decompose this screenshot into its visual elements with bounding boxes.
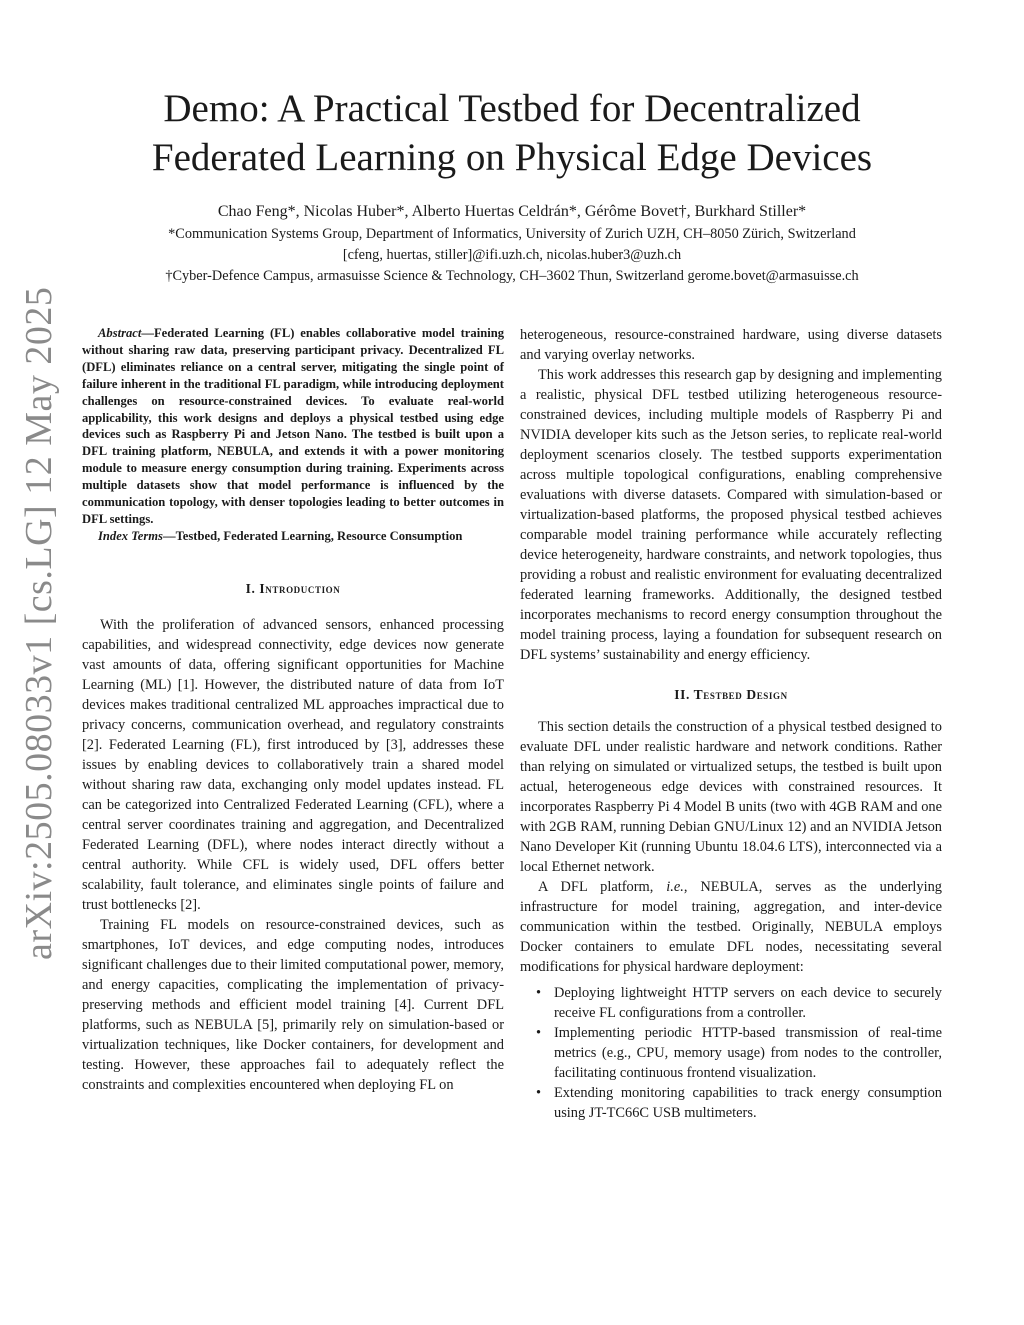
- affiliation-uzh: *Communication Systems Group, Department of Informatics, University of Zurich UZH, CH–8050 Zürich, Switzerland: [168, 226, 856, 242]
- list-item-text: Extending monitoring capabilities to track energy consumption using JT-TC66C USB multimeters.: [554, 1085, 942, 1121]
- section-heading-introduction: I. Introduction: [245, 580, 341, 596]
- list-item: [520, 1083, 942, 1123]
- design-paragraph-2-post: , NEBULA, serves as the underlying infrastructure for model training, aggregation, and inter-device communication within the testbed. Originally, NEBULA employs Docker containers to emulate DFL nodes, necessitating several modifications for physical hardware deployment:: [520, 879, 943, 975]
- intro-paragraph-2-continued: heterogeneous, resource-constrained hardware, using diverse datasets and varying overlay networks.: [520, 327, 942, 363]
- intro-paragraph-2: Training FL models on resource-constrained devices, such as smartphones, IoT devices, and edge computing nodes, introduces significant challenges due to their limited computational power, memory, and energy capacities, complicating the implementation of privacy-preserving methods and efficient model training [4]. Current DFL platforms, such as NEBULA [5], primarily rely on simulation-based or virtualization techniques, like Docker containers, for development and testing. However, these approaches fail to adequately reflect the constraints and complexities encountered when deploying FL on: [82, 916, 504, 1093]
- design-paragraph-2: [520, 877, 942, 977]
- paper-title: [80, 84, 944, 182]
- index-terms: [82, 528, 504, 545]
- intro-paragraph-1: With the proliferation of advanced sensors, enhanced processing capabilities, and widespread connectivity, edge devices now generate vast amounts of data, offering significant opportunities for Machine Learning (ML) [1]. However, the distributed nature of data from IoT devices makes traditional centralized ML approaches impractical due to privacy concerns, communication overhead, and regulatory constraints [2]. Federated Learning (FL), first introduced by [3], addresses these issues by enabling devices to collaboratively train a shared model without sharing raw data, exchanging only model updates instead. FL can be categorized into Centralized Federated Learning (CFL), where a central server coordinates training and aggregation, and Decentralized Federated Learning (DFL), where nodes interact directly without a central authority. While CFL is widely used, DFL offers better scalability, fault tolerance, and eliminates single points of failure and trust bottlenecks [2].: [82, 616, 504, 913]
- list-item: [520, 983, 942, 1023]
- intro-paragraph-3: This work addresses this research gap by designing and implementing a realistic, physical DFL testbed utilizing heterogeneous resource-constrained devices, including multiple models of Raspberry Pi and NVIDIA developer kits such as the Jetson series, to replicate real-world deployment scenarios closely. The testbed supports experimentation across multiple topological configurations, enabling comprehensive evaluations with diverse datasets. Compared with simulation-based or virtualization-based platforms, the proposed physical testbed achieves comparable model training performance while accurately reflecting device heterogeneity, hardware constraints, and network topologies, thus providing a robust and realistic environment for evaluating decentralized federated learning frameworks. Additionally, the designed testbed incorporates mechanisms to record energy consumption throughout the model training process, laying a foundation for subsequent research on DFL systems’ sustainability and energy efficiency.: [520, 367, 942, 663]
- paper-title-line-2: Federated Learning on Physical Edge Devices: [151, 136, 873, 179]
- left-column: [82, 325, 504, 1095]
- list-item-text: Implementing periodic HTTP-based transmission of real-time metrics (e.g., CPU, memory usage) from nodes to the controller, facilitating continuous frontend visualization.: [554, 1025, 942, 1081]
- affiliation-armasuisse: †Cyber-Defence Campus, armasuisse Science & Technology, CH–3602 Thun, Switzerland gerome.bovet@armasuisse.ch: [165, 268, 859, 284]
- bullet-icon: •: [536, 985, 542, 1001]
- modification-list: [520, 983, 942, 1123]
- design-paragraph-1: This section details the construction of a physical testbed designed to evaluate DFL under realistic hardware and network conditions. Rather than relying on simulated or virtualized setups, the testbed is built upon actual, heterogeneous edge devices with constrained resources. It incorporates Raspberry Pi 4 Model B units (two with 4GB RAM and one with 2GB RAM, running Debian GNU/Linux 12) and an NVIDIA Jetson Nano Developer Kit (running Ubuntu 18.04.6 LTS), interconnected via a local Ethernet network.: [520, 719, 942, 875]
- list-item: [520, 1023, 942, 1083]
- abstract-label: Abstract: [98, 326, 142, 340]
- design-paragraph-2-ie: i.e.: [666, 879, 684, 895]
- index-terms-text: —Testbed, Federated Learning, Resource Consumption: [162, 528, 463, 543]
- bullet-icon: •: [536, 1085, 542, 1101]
- affiliations: [60, 224, 964, 287]
- index-terms-label: Index Terms: [98, 528, 163, 543]
- arxiv-identifier-stamp: arXiv:2505.08033v1 [cs.LG] 12 May 2025: [18, 286, 60, 960]
- abstract: [82, 325, 504, 528]
- right-column: [520, 325, 942, 1123]
- author-list: Chao Feng*, Nicolas Huber*, Alberto Huertas Celdrán*, Gérôme Bovet†, Burkhard Stiller*: [217, 203, 807, 220]
- affiliation-uzh-emails: [cfeng, huertas, stiller]@ifi.uzh.ch, nicolas.huber3@uzh.ch: [342, 247, 682, 263]
- paper-title-line-1: Demo: A Practical Testbed for Decentralized: [163, 87, 861, 130]
- design-paragraph-2-pre: A DFL platform,: [538, 879, 667, 895]
- section-heading-testbed-design: II. Testbed Design: [674, 687, 788, 702]
- bullet-icon: •: [536, 1025, 542, 1041]
- abstract-text: —Federated Learning (FL) enables collaborative model training without sharing raw data, preserving participant privacy. Decentralized FL (DFL) eliminates reliance on a central server, mitigating the single point of failure inherent in the traditional FL paradigm, while introducing deployment challenges on resource-constrained devices. To evaluate real-world applicability, this work designs and deploys a physical testbed using edge devices such as Raspberry Pi and Jetson Nano. The testbed is built upon a DFL training platform, NEBULA, and extends it with a power monitoring module to measure energy consumption during training. Experiments across multiple datasets show that model performance is influenced by the communication topology, with denser topologies leading to better outcomes in DFL settings.: [82, 326, 504, 526]
- list-item-text: Deploying lightweight HTTP servers on each device to securely receive FL configurations from a controller.: [554, 985, 942, 1021]
